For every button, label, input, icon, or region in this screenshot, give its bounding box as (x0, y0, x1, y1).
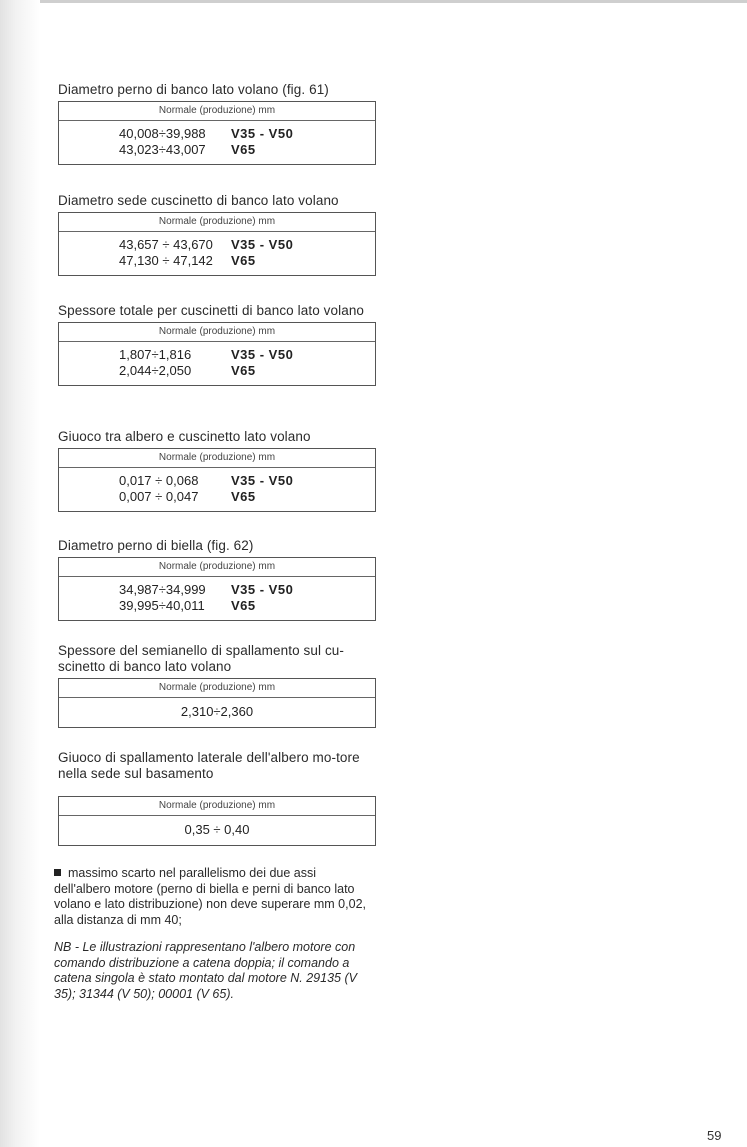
spec-section (58, 193, 376, 276)
value-range: 2,310÷2,360 (180, 704, 254, 719)
table-row (119, 598, 375, 614)
section-title: Spessore del semianello di spallamento sul cu-scinetto di banco lato volano (58, 643, 344, 674)
spec-section (58, 82, 376, 165)
spec-table (58, 796, 376, 846)
section-title: Diametro perno di banco lato volano (fig. 61) (58, 82, 329, 97)
table-header: Normale (produzione) mm (59, 797, 375, 816)
table-row (119, 126, 375, 142)
spec-section (58, 303, 376, 386)
section-title: Giuoco tra albero e cuscinetto lato volano (58, 429, 311, 444)
value-range: 39,995÷40,011 (119, 598, 205, 613)
spec-table (58, 678, 376, 728)
spec-table (58, 212, 376, 276)
model-label: V35 - V50 (231, 473, 294, 488)
bullet-note-text: massimo scarto nel parallelismo dei due assi dell'albero motore (perno di biella e perni di banco lato volano e lato distribuzione) non deve superare mm 0,02, alla distanza di mm 40; (54, 866, 366, 927)
model-label: V35 - V50 (231, 582, 294, 597)
model-label: V65 (231, 489, 256, 504)
spec-table (58, 322, 376, 386)
value-range: 0,017 ÷ 0,068 (119, 473, 199, 488)
table-body (59, 121, 375, 164)
spec-table (58, 101, 376, 165)
section-title: Giuoco di spallamento laterale dell'albero mo-tore nella sede sul basamento (58, 750, 360, 781)
value-range: 43,657 ÷ 43,670 (119, 237, 213, 252)
value-range: 40,008÷39,988 (119, 126, 206, 141)
table-header: Normale (produzione) mm (59, 102, 375, 121)
page-number: 59 (707, 1128, 722, 1143)
table-body (59, 577, 375, 620)
table-row (119, 489, 375, 505)
value-range: 34,987÷34,999 (119, 582, 206, 597)
value-range: 1,807÷1,816 (119, 347, 192, 362)
table-header: Normale (produzione) mm (59, 679, 375, 698)
table-row (119, 237, 375, 253)
spec-section (58, 643, 376, 728)
spec-section (58, 429, 376, 512)
table-body (59, 468, 375, 511)
table-body (59, 342, 375, 385)
value-range: 0,007 ÷ 0,047 (119, 489, 199, 504)
bullet-square-icon (54, 869, 61, 876)
table-row (119, 363, 375, 379)
section-title: Diametro perno di biella (fig. 62) (58, 538, 254, 553)
spec-section (58, 750, 376, 846)
spec-table (58, 557, 376, 621)
bullet-note (54, 866, 372, 928)
table-header: Normale (produzione) mm (59, 449, 375, 468)
table-header: Normale (produzione) mm (59, 323, 375, 342)
nb-note: NB - Le illustrazioni rappresentano l'albero motore con comando distribuzione a catena doppia; il comando a catena singola è stato montato dal motore N. 29135 (V 35); 31344 (V 50); 00001 (V 65). (54, 940, 357, 1001)
table-row (119, 582, 375, 598)
spec-section (58, 538, 376, 621)
table-body (59, 232, 375, 275)
table-header: Normale (produzione) mm (59, 558, 375, 577)
spec-table (58, 448, 376, 512)
model-label: V65 (231, 253, 256, 268)
table-row (119, 253, 375, 269)
section-title: Spessore totale per cuscinetti di banco lato volano (58, 303, 365, 318)
model-label: V35 - V50 (231, 126, 294, 141)
value-range: 0,35 ÷ 0,40 (184, 822, 250, 837)
table-row (119, 347, 375, 363)
table-header: Normale (produzione) mm (59, 213, 375, 232)
model-label: V35 - V50 (231, 347, 294, 362)
table-row (119, 473, 375, 489)
model-label: V65 (231, 142, 256, 157)
page-binding-shadow (0, 0, 40, 1147)
model-label: V65 (231, 598, 256, 613)
model-label: V65 (231, 363, 256, 378)
value-range: 43,023÷43,007 (119, 142, 206, 157)
top-edge-line (0, 0, 747, 3)
table-row (119, 142, 375, 158)
section-title: Diametro sede cuscinetto di banco lato volano (58, 193, 339, 208)
value-range: 47,130 ÷ 47,142 (119, 253, 213, 268)
model-label: V35 - V50 (231, 237, 294, 252)
value-range: 2,044÷2,050 (119, 363, 192, 378)
